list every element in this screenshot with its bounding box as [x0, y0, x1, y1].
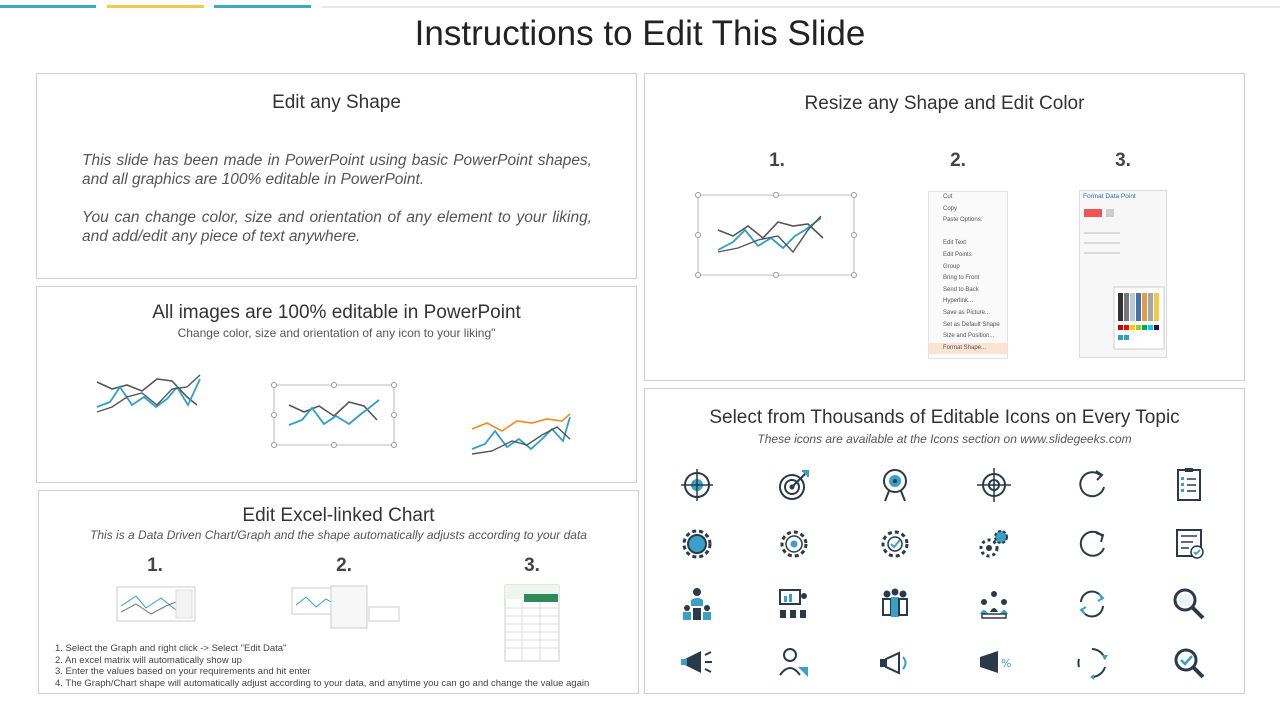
menu-item[interactable]: Send to Back [943, 286, 979, 293]
panel-title: Select from Thousands of Editable Icons on Every Topic [709, 407, 1180, 428]
gears-icon[interactable] [974, 524, 1014, 564]
checklist-icon[interactable] [1169, 465, 1209, 505]
panel-title: Edit any Shape [272, 92, 401, 113]
cycle-arrows-icon[interactable] [1072, 643, 1112, 683]
accent-bar-1 [0, 5, 96, 8]
menu-item[interactable]: Hyperlink... [943, 298, 974, 305]
presentation-board-icon[interactable] [774, 584, 814, 624]
line-graph-sample-selected[interactable] [269, 380, 399, 450]
panel-edit-shape [36, 73, 637, 279]
gear-eye-icon[interactable] [774, 524, 814, 564]
line-graph-sample-3[interactable] [467, 409, 577, 459]
instruction-step: 2. An excel matrix will automatically show up [55, 654, 242, 666]
paragraph-2: You can change color, size and orientation of any element to your liking, and add/edit any piece of text anywhere. [82, 209, 592, 245]
panel-subtitle: This is a Data Driven Chart/Graph and the shape automatically adjusts according to your data [90, 528, 587, 542]
menu-item[interactable]: Cut [943, 194, 953, 200]
panel-images [36, 286, 637, 483]
instruction-step: 3. Enter the values based on your requirements and hit enter [55, 666, 311, 677]
menu-item[interactable]: Edit Points [943, 251, 972, 258]
gear-check-icon[interactable] [875, 524, 915, 564]
menu-item[interactable]: Bring to Front [943, 275, 980, 282]
panel-resize [644, 73, 1245, 381]
panel-excel-chart [38, 490, 639, 694]
instruction-list [55, 643, 589, 689]
step-number-2: 2. [950, 150, 966, 171]
accent-bar-rule [322, 6, 1280, 8]
group-people-icon[interactable] [875, 584, 915, 624]
menu-item[interactable]: Size and Position... [943, 333, 995, 340]
step-number-3: 3. [524, 555, 540, 576]
sync-arrows-icon[interactable] [1072, 584, 1112, 624]
menu-item[interactable]: Paste Options: [943, 217, 983, 224]
format-pane-title: Format Data Point [1083, 193, 1136, 200]
page-title: Instructions to Edit This Slide [414, 14, 866, 53]
instruction-step: 1. Select the Graph and right click -> Select "Edit Data" [55, 643, 287, 654]
excel-thumb-chart [116, 586, 196, 622]
svg-text:%: % [1001, 657, 1012, 670]
panel-title: All images are 100% editable in PowerPoint [152, 302, 521, 323]
panel-icons [644, 388, 1245, 694]
team-leader-icon[interactable] [677, 584, 717, 624]
target-stand-icon[interactable] [875, 465, 915, 505]
accent-bar-2 [107, 5, 204, 8]
resize-selected-graph[interactable] [693, 190, 859, 280]
target-arrow-icon[interactable] [774, 465, 814, 505]
accent-bar-3 [214, 5, 311, 8]
menu-item[interactable]: Format Shape... [929, 343, 1007, 355]
document-check-icon[interactable] [1169, 524, 1209, 564]
menu-item[interactable]: Save as Picture... [943, 309, 991, 316]
menu-item[interactable]: Set as Default Shape [943, 321, 1000, 328]
step-number-1: 1. [769, 150, 785, 171]
rotate-arrow-icon[interactable] [1072, 465, 1112, 505]
menu-item[interactable]: Edit Text [943, 240, 966, 247]
megaphone-icon[interactable] [677, 643, 717, 683]
loudspeaker-icon[interactable] [875, 643, 915, 683]
context-menu [928, 191, 1008, 359]
excel-thumb-menu [291, 585, 401, 629]
menu-item[interactable]: Group [943, 263, 960, 270]
gear-icon[interactable] [677, 524, 717, 564]
menu-item [929, 227, 1007, 239]
megaphone-percent-icon[interactable] [974, 643, 1014, 683]
panel-title: Resize any Shape and Edit Color [804, 93, 1085, 114]
color-palette [1080, 203, 1166, 353]
line-graph-sample-1[interactable] [92, 367, 212, 417]
target-crosshair-icon[interactable] [677, 465, 717, 505]
context-menu-screenshot [928, 191, 1008, 359]
magnifier-check-icon[interactable] [1169, 643, 1209, 683]
step-number-1: 1. [147, 555, 163, 576]
format-pane-screenshot [1079, 190, 1167, 358]
magnifier-icon[interactable] [1169, 584, 1209, 624]
panel-title: Edit Excel-linked Chart [242, 505, 435, 526]
refresh-icon[interactable] [1072, 524, 1112, 564]
step-number-3: 3. [1115, 150, 1131, 171]
menu-item[interactable]: Copy [943, 205, 958, 212]
panel-subtitle: These icons are available at the Icons section on www.slidegeeks.com [757, 432, 1132, 446]
step-number-2: 2. [336, 555, 352, 576]
user-chart-icon[interactable] [774, 643, 814, 683]
panel-subtitle: Change color, size and orientation of any icon to your liking" [177, 326, 496, 340]
paragraph-1: This slide has been made in PowerPoint using basic PowerPoint shapes, and all graphics are 100% editable in PowerPoint. [82, 152, 592, 188]
crosshair-icon[interactable] [974, 465, 1014, 505]
team-network-icon[interactable] [974, 584, 1014, 624]
instruction-step: 4. The Graph/Chart shape will automatically adjust according to your data, and anytime you can go and change the value again [55, 677, 590, 689]
